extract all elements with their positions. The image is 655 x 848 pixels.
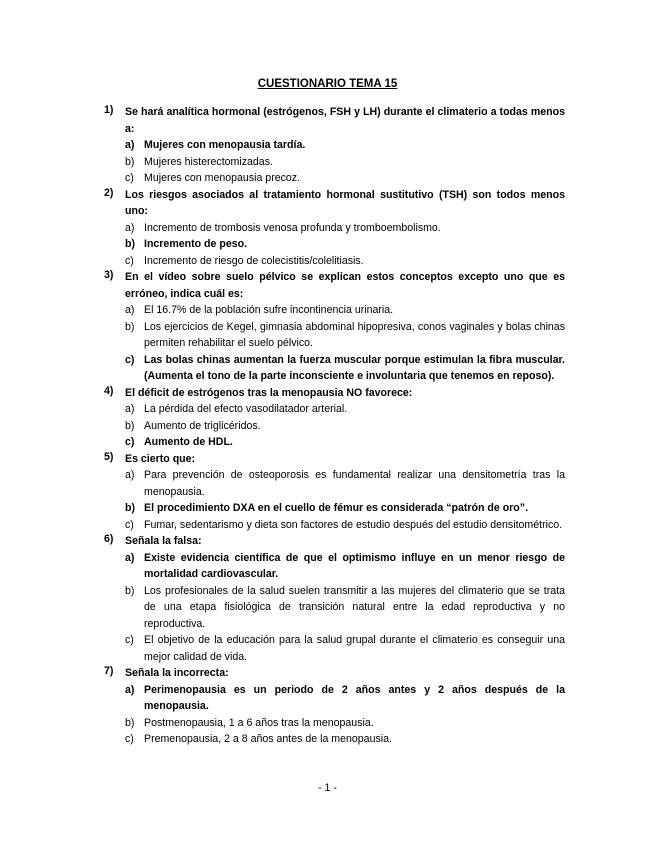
option-text: Los profesionales de la salud suelen transmitir a las mujeres del climaterio que se trata de una etapa fisiológica de transición natural entre la edad reproductiva y no reproductiva. — [144, 584, 565, 630]
question-item — [0, 187, 655, 270]
option-text: Mujeres con menopausia tardía. — [144, 139, 306, 151]
answer-option — [0, 731, 655, 748]
option-letter: a) — [125, 683, 135, 696]
answer-option — [0, 236, 655, 253]
option-letter: a) — [125, 403, 135, 415]
option-text: Incremento de riesgo de colecistitis/colelitiasis. — [144, 254, 364, 267]
option-letter: c) — [125, 634, 134, 646]
answer-option — [0, 302, 655, 319]
answer-option — [0, 401, 655, 418]
option-letter: b) — [125, 419, 135, 432]
option-text: Mujeres histerectomizadas. — [144, 155, 273, 168]
option-text: El objetivo de la educación para la salud grupal durante el climaterio es conseguir una mejor calidad de vida. — [144, 634, 565, 663]
question-number: 2) — [104, 186, 114, 199]
answer-option — [0, 319, 655, 352]
option-text: Postmenopausia, 1 a 6 años tras la menopausia. — [144, 716, 374, 729]
option-letter: c) — [125, 254, 134, 267]
option-text: El procedimiento DXA en el cuello de fémur es considerada “patrón de oro”. — [144, 502, 529, 514]
answer-option — [0, 418, 655, 435]
question-text: Se hará analítica hormonal (estrógenos, FSH y LH) durante el climaterio a todas menos a: — [125, 106, 565, 135]
question-number: 3) — [104, 269, 114, 281]
question-text: Señala la incorrecta: — [125, 667, 229, 679]
answer-option — [0, 500, 655, 517]
question-text: El déficit de estrógenos tras la menopausia NO favorece: — [125, 386, 413, 399]
question-item — [0, 533, 655, 665]
option-letter: a) — [125, 304, 135, 316]
option-letter: b) — [125, 502, 135, 514]
option-letter: a) — [125, 469, 135, 481]
option-letter: b) — [125, 238, 135, 250]
answer-option — [0, 434, 655, 451]
question-list — [0, 104, 655, 748]
option-text: Aumento de triglicéridos. — [144, 419, 261, 432]
option-text: Existe evidencia científica de que el optimismo influye en un menor riesgo de mortalidad cardiovascular. — [144, 551, 565, 580]
answer-option — [0, 170, 655, 187]
question-number: 5) — [104, 450, 114, 463]
option-text: Mujeres con menopausia precoz. — [144, 172, 301, 184]
answer-option — [0, 253, 655, 270]
question-item — [0, 385, 655, 451]
option-text: Perimenopausia es un periodo de 2 años antes y 2 años después de la menopausia. — [144, 683, 565, 712]
option-letter: b) — [125, 584, 135, 597]
answer-option — [0, 517, 655, 534]
option-letter: b) — [125, 716, 135, 729]
option-text: Aumento de HDL. — [144, 436, 233, 448]
option-text: Incremento de peso. — [144, 238, 248, 250]
option-text: El 16.7% de la población sufre incontinencia urinaria. — [144, 304, 394, 316]
question-item — [0, 104, 655, 187]
option-letter: b) — [125, 155, 135, 168]
option-letter: c) — [125, 733, 134, 745]
answer-option — [0, 467, 655, 500]
option-letter: c) — [125, 436, 135, 448]
page-number: - 1 - — [318, 782, 337, 794]
option-text: Premenopausia, 2 a 8 años antes de la menopausia. — [144, 733, 392, 745]
option-text: Los ejercicios de Kegel, gimnasia abdominal hipopresiva, conos vaginales y bolas chinas permiten rehabilitar el suelo pélvico. — [144, 320, 565, 349]
option-letter: a) — [125, 221, 135, 234]
answer-option — [0, 137, 655, 154]
answer-option — [0, 715, 655, 732]
answer-option — [0, 682, 655, 715]
answer-option — [0, 632, 655, 665]
question-item — [0, 269, 655, 385]
option-text: Fumar, sedentarismo y dieta son factores de estudio después del estudio densitométrico. — [144, 518, 563, 531]
question-item — [0, 451, 655, 534]
question-text: Es cierto que: — [125, 452, 196, 465]
answer-option — [0, 154, 655, 171]
option-letter: c) — [125, 172, 134, 184]
option-letter: a) — [125, 139, 135, 151]
question-item — [0, 665, 655, 748]
option-letter: c) — [125, 353, 135, 366]
option-letter: a) — [125, 551, 135, 564]
option-text: Las bolas chinas aumentan la fuerza muscular porque estimulan la fibra muscular. (Aumenta el tono de la parte inconsciente e involuntaria que tenemos en reposo). — [144, 353, 565, 382]
question-text: En el vídeo sobre suelo pélvico se explican estos conceptos excepto uno que es erróneo, indica cuál es: — [125, 271, 565, 300]
question-text: Los riesgos asociados al tratamiento hormonal sustitutivo (TSH) son todos menos uno: — [125, 188, 565, 217]
question-number: 1) — [104, 104, 114, 116]
answer-option — [0, 583, 655, 633]
question-number: 6) — [104, 533, 114, 545]
answer-option — [0, 352, 655, 385]
question-number: 4) — [104, 384, 114, 397]
option-text: Incremento de trombosis venosa profunda y tromboembolismo. — [144, 221, 441, 234]
answer-option — [0, 550, 655, 583]
option-text: La pérdida del efecto vasodilatador arterial. — [144, 403, 348, 415]
question-text: Señala la falsa: — [125, 535, 202, 547]
page-title: CUESTIONARIO TEMA 15 — [257, 78, 398, 90]
option-letter: c) — [125, 518, 134, 531]
option-letter: b) — [125, 320, 135, 333]
option-text: Para prevención de osteoporosis es fundamental realizar una densitometría tras la menopausia. — [144, 469, 565, 498]
answer-option — [0, 220, 655, 237]
question-number: 7) — [104, 665, 114, 677]
